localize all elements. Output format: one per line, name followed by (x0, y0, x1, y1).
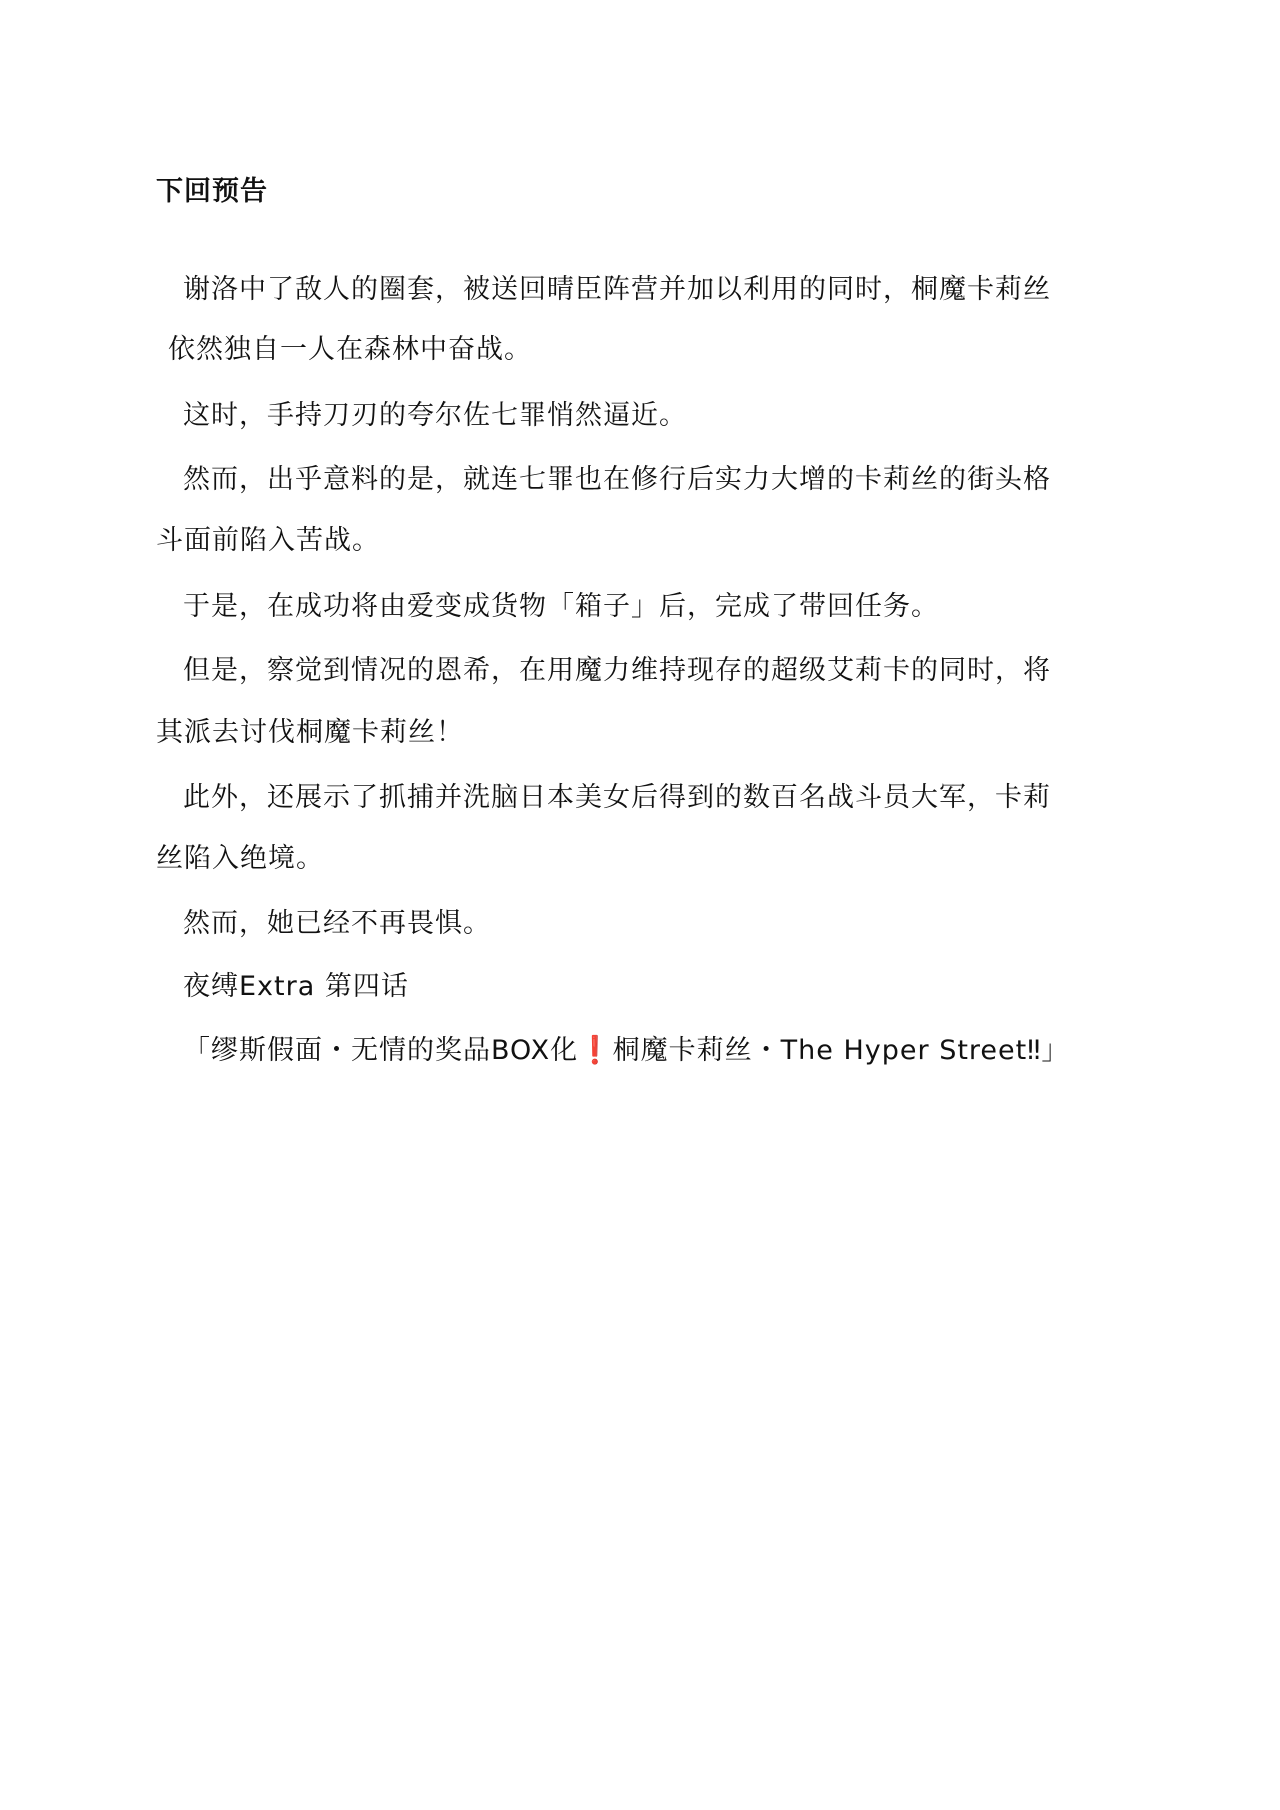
paragraph-line: 于是，在成功将由爱变成货物「箱子」后，完成了带回任务。 (183, 591, 939, 622)
paragraph-line: 谢洛中了敌人的圈套，被送回晴臣阵营并加以利用的同时，桐魔卡莉丝 (183, 274, 1051, 305)
paragraph-line: 依然独自一人在森林中奋战。 (168, 334, 532, 365)
section-heading: 下回预告 (156, 176, 268, 207)
paragraph-line: 这时，手持刀刃的夸尔佐七罪悄然逼近。 (183, 400, 687, 431)
episode-label: 夜缚Extra 第四话 (183, 971, 409, 1002)
paragraph-line: 但是，察觉到情况的恩希，在用魔力维持现存的超级艾莉卡的同时，将 (183, 655, 1051, 686)
paragraph-line: 斗面前陷入苦战。 (156, 525, 380, 556)
paragraph-line: 然而，出乎意料的是，就连七罪也在修行后实力大增的卡莉丝的街头格 (183, 464, 1051, 495)
paragraph-line: 其派去讨伐桐魔卡莉丝！ (156, 717, 464, 748)
episode-title: 「缪斯假面・无情的奖品BOX化❗桐魔卡莉丝・The Hyper Street‼」 (183, 1035, 1070, 1066)
paragraph-line: 然而，她已经不再畏惧。 (183, 908, 491, 939)
paragraph-line: 此外，还展示了抓捕并洗脑日本美女后得到的数百名战斗员大军，卡莉 (183, 782, 1051, 813)
paragraph-line: 丝陷入绝境。 (156, 843, 324, 874)
